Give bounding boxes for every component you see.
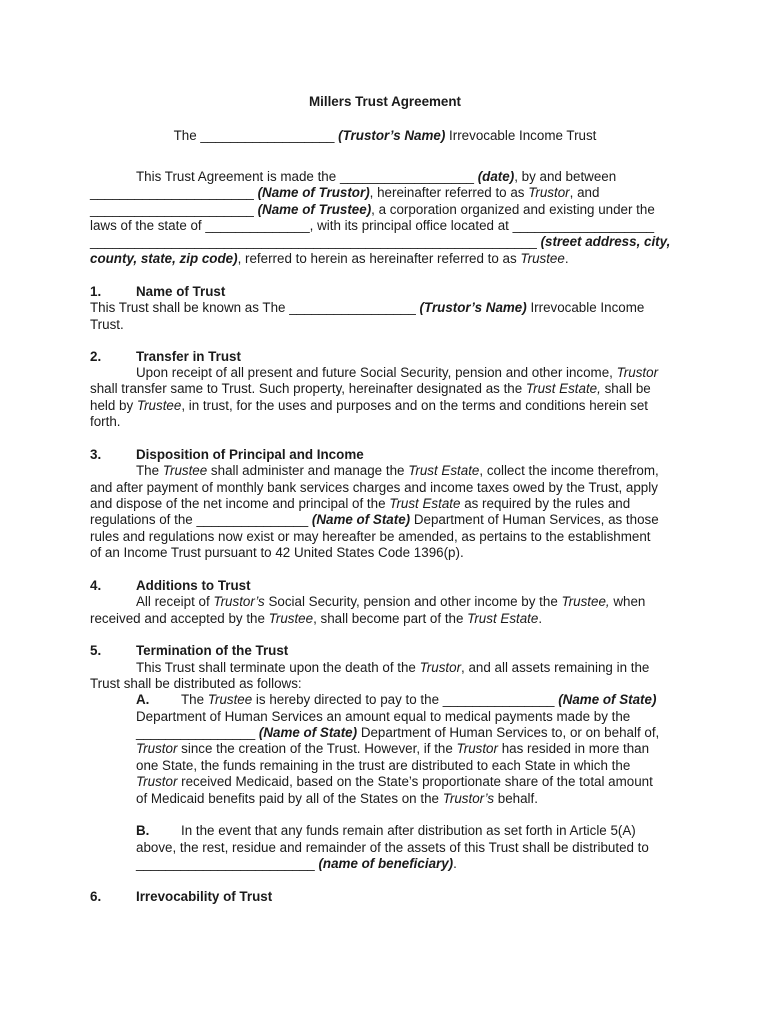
section-4-line-2 xyxy=(90,611,542,627)
term: Trustor xyxy=(616,365,659,380)
section-4-line-1 xyxy=(136,594,645,610)
section-heading: Transfer in Trust xyxy=(136,349,241,364)
text: The xyxy=(173,128,201,143)
text: The xyxy=(181,692,208,707)
blank-line: __________________ xyxy=(200,128,335,143)
text: has resided in more than xyxy=(497,741,650,756)
text: , and all assets remaining in the xyxy=(461,660,650,675)
blank-line: _______________ xyxy=(196,512,309,527)
text: received Medicaid, based on the State’s proportionate share of the total amount xyxy=(177,774,653,789)
term: Trustor xyxy=(456,741,498,756)
section-1-line-2: Trust. xyxy=(90,317,124,332)
section-3-line-3 xyxy=(90,496,630,512)
text: Irrevocable Income Trust xyxy=(445,128,597,143)
section-heading: Irrevocability of Trust xyxy=(136,889,273,904)
text: , collect the income therefrom, xyxy=(479,463,659,478)
text: received and accepted by the xyxy=(90,611,269,626)
field-label: (Trustor’s Name) xyxy=(415,300,527,315)
blank-line: ______________________ xyxy=(90,185,254,200)
field-label: (Trustor’s Name) xyxy=(334,128,446,143)
text: The xyxy=(136,463,163,478)
term: Trustor xyxy=(528,185,570,200)
subsection-b-line-3 xyxy=(136,856,457,872)
term: Trustor’s xyxy=(213,594,265,609)
text: , referred to herein as hereinafter referred to as xyxy=(237,251,521,266)
text: Department of Human Services to, or on behalf of, xyxy=(357,725,660,740)
field-label: (Name of Trustee) xyxy=(253,202,372,217)
document-title: Millers Trust Agreement xyxy=(308,94,462,109)
section-3-line-2: and after payment of monthly bank services charges and income taxes owed by the Trust, apply xyxy=(90,480,658,495)
field-label: (name of beneficiary) xyxy=(314,856,454,871)
text: is hereby directed to pay to the xyxy=(252,692,443,707)
subsection-a-line-4 xyxy=(136,741,649,757)
section-1-line-1 xyxy=(90,300,644,316)
section-number: 5. xyxy=(90,643,102,658)
text: shall transfer same to Trust. Such property, hereinafter designated as the xyxy=(90,381,526,396)
field-label: (Name of State) xyxy=(308,512,411,527)
blank-line: _______________ xyxy=(442,692,555,707)
text: , hereinafter referred to as xyxy=(369,185,529,200)
text: , with its principal office located at xyxy=(309,218,513,233)
text: behalf. xyxy=(494,791,538,806)
blank-line: ________________ xyxy=(136,725,256,740)
text: shall administer and manage the xyxy=(207,463,409,478)
term: Trustee xyxy=(136,398,182,413)
section-number: 1. xyxy=(90,284,102,299)
term: Trust Estate xyxy=(389,496,461,511)
intro-line-5 xyxy=(90,234,670,250)
intro-line-6 xyxy=(90,251,569,267)
section-3-line-6: of an Income Trust pursuant to 42 United States Code 1396(p). xyxy=(90,545,464,560)
blank-line: ________________________ xyxy=(136,856,315,871)
subsection-label: A. xyxy=(136,692,150,707)
section-2-line-3 xyxy=(90,398,648,414)
term: Trustor xyxy=(136,741,178,756)
text: regulations of the xyxy=(90,512,197,527)
term: Trustee, xyxy=(561,594,610,609)
term: Trust Estate, xyxy=(525,381,601,396)
blank-line: ______________________ xyxy=(90,202,254,217)
section-2-line-2 xyxy=(90,381,651,397)
section-3-line-4 xyxy=(90,512,659,528)
text: , shall become part of the xyxy=(313,611,468,626)
term: Trustor xyxy=(136,774,178,789)
text: This Trust Agreement is made the xyxy=(136,169,340,184)
section-number: 3. xyxy=(90,447,102,462)
section-heading: Disposition of Principal and Income xyxy=(136,447,364,462)
text: , a corporation organized and existing under the xyxy=(371,202,655,217)
text: , and xyxy=(569,185,600,200)
subsection-a-line-2: Department of Human Services an amount equal to medical payments made by the xyxy=(136,709,631,724)
text: and dispose of the net income and principal of the xyxy=(90,496,390,511)
blank-line: ______________ xyxy=(205,218,310,233)
term: Trustee xyxy=(162,463,208,478)
term: Trust Estate xyxy=(408,463,480,478)
subsection-a-line-3 xyxy=(136,725,659,741)
section-3-line-5: rules and regulations now exist or may hereafter be amended, as pertains to the establishment xyxy=(90,529,651,544)
text: Department of Human Services, as those xyxy=(410,512,659,527)
field-label: (Name of Trustor) xyxy=(253,185,370,200)
section-heading: Additions to Trust xyxy=(136,578,251,593)
section-2-line-1 xyxy=(136,365,658,381)
section-number: 2. xyxy=(90,349,102,364)
text: as required by the rules and xyxy=(460,496,631,511)
subsection-a-line-5: one State, the funds remaining in the trust are distributed to each State in which the xyxy=(136,758,631,773)
field-label: (Name of State) xyxy=(554,692,657,707)
term: Trustor xyxy=(419,660,462,675)
section-heading: Name of Trust xyxy=(136,284,226,299)
section-5-line-2: Trust shall be distributed as follows: xyxy=(90,676,302,691)
field-label: county, state, zip code) xyxy=(90,251,238,266)
text: This Trust shall be known as The xyxy=(90,300,290,315)
trust-name-line xyxy=(0,128,770,144)
text: shall be xyxy=(600,381,651,396)
text: when xyxy=(609,594,646,609)
section-number: 6. xyxy=(90,889,102,904)
subsection-a-line-6 xyxy=(136,774,653,790)
term: Trustee xyxy=(207,692,253,707)
text: held by xyxy=(90,398,137,413)
text: laws of the state of xyxy=(90,218,206,233)
text: All receipt of xyxy=(136,594,214,609)
field-label: (street address, city, xyxy=(536,234,671,249)
subsection-label: B. xyxy=(136,823,150,838)
section-heading: Termination of the Trust xyxy=(136,643,289,658)
subsection-b-line-2: above, the rest, residue and remainder of the assets of this Trust shall be distributed to xyxy=(136,840,649,855)
text: , in trust, for the uses and purposes and on the terms and conditions herein set xyxy=(181,398,649,413)
blank-line: ____________________________________________________________ xyxy=(90,234,537,249)
section-number: 4. xyxy=(90,578,102,593)
blank-line: __________________ xyxy=(339,169,474,184)
blank-line: _________________ xyxy=(289,300,416,315)
intro-line-1 xyxy=(136,169,616,185)
text: Upon receipt of all present and future Social Security, pension and other income, xyxy=(136,365,617,380)
text: , by and between xyxy=(514,169,617,184)
text: since the creation of the Trust. However, if the xyxy=(177,741,457,756)
term: Trustee xyxy=(268,611,314,626)
text: . xyxy=(564,251,569,266)
subsection-a-line-1 xyxy=(181,692,656,708)
section-5-line-1 xyxy=(136,660,649,676)
text: . xyxy=(538,611,543,626)
term: Trustee xyxy=(520,251,565,266)
subsection-a-line-7 xyxy=(136,791,538,807)
term: Trust Estate xyxy=(467,611,539,626)
text: of Medicaid benefits paid by all of the States on the xyxy=(136,791,443,806)
text: Irrevocable Income xyxy=(526,300,645,315)
text: Social Security, pension and other income by the xyxy=(264,594,562,609)
section-2-line-4: forth. xyxy=(90,414,121,429)
subsection-b-line-1: In the event that any funds remain after distribution as set forth in Article 5(A) xyxy=(181,823,636,838)
intro-line-2 xyxy=(90,185,599,201)
text: This Trust shall terminate upon the death of the xyxy=(136,660,420,675)
section-3-line-1 xyxy=(136,463,659,479)
intro-line-4 xyxy=(90,218,654,234)
field-label: (Name of State) xyxy=(255,725,358,740)
intro-line-3 xyxy=(90,202,655,218)
field-label: (date) xyxy=(474,169,515,184)
text: . xyxy=(453,856,457,871)
term: Trustor’s xyxy=(442,791,495,806)
blank-line: ___________________ xyxy=(512,218,655,233)
